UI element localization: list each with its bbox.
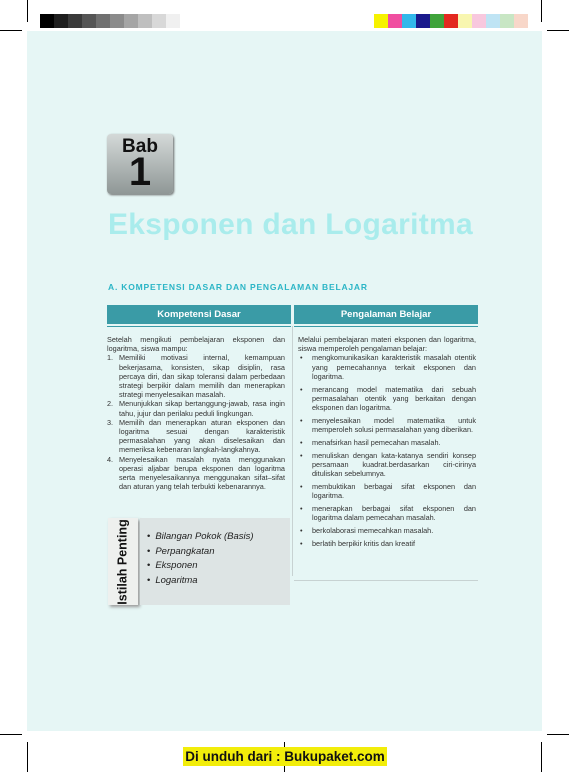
list-item	[298, 385, 476, 413]
bullet-icon: •	[300, 538, 303, 548]
color-swatch-bar	[374, 14, 528, 28]
term-text: Bilangan Pokok (Basis)	[155, 531, 254, 542]
item-text: menuliskan dengan kata-katanya sendiri konsep persamaan kuadrat.berdasarkan ciri-cirinya dituliskan sebelumnya.	[312, 450, 476, 479]
color-swatch	[388, 14, 402, 28]
chapter-title: Eksponen dan Logaritma	[108, 208, 473, 241]
crop-mark	[547, 30, 569, 31]
crop-mark	[541, 0, 542, 22]
color-swatch	[124, 14, 138, 28]
term-text: Eksponen	[155, 560, 198, 571]
crop-mark	[0, 734, 22, 735]
list-item	[298, 416, 476, 434]
bullet-icon: •	[147, 545, 151, 557]
color-swatch	[96, 14, 110, 28]
color-swatch	[402, 14, 416, 28]
item-text: menyelesaikan model matematika untuk memperoleh solusi permasalahan yang diberikan.	[312, 415, 476, 435]
pengalaman-header: Pengalaman Belajar	[294, 305, 478, 324]
color-swatch	[82, 14, 96, 28]
term-text: Perpangkatan	[155, 545, 215, 557]
header-underline	[107, 326, 291, 327]
istilah-penting-label: Istilah Penting	[116, 518, 130, 605]
term-text: Logaritma	[155, 574, 198, 586]
bullet-icon: •	[300, 353, 303, 363]
list-item	[298, 353, 476, 381]
pengalaman-column	[298, 335, 476, 551]
color-swatch	[500, 14, 514, 28]
bullet-icon: •	[300, 525, 303, 535]
list-item	[107, 399, 285, 417]
crop-mark	[27, 0, 28, 22]
color-swatch	[138, 14, 152, 28]
item-text: berkolaborasi memecahkan masalah.	[312, 525, 434, 535]
pengalaman-list	[298, 353, 476, 547]
chapter-number: 1	[128, 150, 152, 194]
item-number: 2.	[107, 399, 114, 409]
item-text: membuktikan berbagai sifat eksponen dan logaritma.	[312, 481, 476, 501]
istilah-list	[147, 530, 254, 588]
color-swatch	[180, 14, 194, 28]
download-source-footer[interactable]: Di unduh dari : Bukupaket.com	[183, 747, 387, 766]
item-text: menafsirkan hasil pemecahan masalah.	[312, 437, 441, 447]
list-item	[147, 545, 254, 560]
list-item	[107, 455, 285, 492]
color-swatch	[110, 14, 124, 28]
bullet-icon: •	[147, 560, 151, 571]
bullet-icon: •	[300, 437, 303, 447]
bullet-icon: •	[147, 531, 151, 542]
list-item	[298, 438, 476, 447]
bullet-icon: •	[300, 384, 303, 394]
list-item	[147, 574, 254, 589]
istilah-penting-tab	[108, 518, 138, 605]
bullet-icon: •	[300, 503, 303, 513]
chapter-badge	[107, 134, 173, 194]
list-item	[147, 530, 254, 545]
list-item	[107, 353, 285, 399]
header-underline	[294, 326, 478, 327]
color-swatch	[166, 14, 180, 28]
item-text: Menyelesaikan masalah nyata menggunakan operasi aljabar berupa eksponen dan logaritma serta menyelesaikannya menggunakan sifat–sifat dan aturan yang telah terbukti kebenarannya.	[119, 454, 285, 492]
item-text: berlatih berpikir kritis dan kreatif	[312, 538, 416, 548]
item-text: menerapkan berbagai sifat eksponen dan logaritma dalam pemecahan masalah.	[312, 503, 476, 523]
color-swatch	[152, 14, 166, 28]
color-swatch	[486, 14, 500, 28]
color-swatch	[472, 14, 486, 28]
list-item	[298, 482, 476, 500]
item-number: 3.	[107, 417, 114, 427]
crop-mark	[0, 30, 22, 31]
crop-mark	[27, 742, 28, 772]
color-swatch	[40, 14, 54, 28]
item-number: 1.	[107, 353, 114, 363]
bullet-icon: •	[300, 481, 303, 491]
item-text: Memilih dan menerapkan aturan eksponen dan logaritma sesuai dengan karakteristik permasalahan yang akan diselesaikan dan memeriksa kebenaran langkah-langkahnya.	[119, 417, 285, 455]
list-item	[147, 559, 254, 574]
bullet-icon: •	[300, 450, 303, 460]
color-swatch	[374, 14, 388, 28]
pengalaman-intro: Melalui pembelajaran materi eksponen dan logaritma, siswa memperoleh pengalaman belajar:	[298, 335, 476, 354]
color-swatch	[68, 14, 82, 28]
item-number: 4.	[107, 454, 114, 464]
kompetensi-intro: Setelah mengikuti pembelajaran eksponen dan logaritma, siswa mampu:	[107, 335, 285, 354]
column-divider	[292, 326, 293, 576]
color-swatch	[430, 14, 444, 28]
column-bottom-rule	[294, 580, 478, 581]
item-text: mengkomunikasikan karakteristik masalah otentik yang pemecahannya terkait eksponen dan logaritma.	[312, 353, 476, 381]
bullet-icon: •	[147, 574, 151, 586]
chapter-label: Bab	[122, 136, 158, 157]
crop-mark	[541, 742, 542, 772]
crop-mark	[547, 734, 569, 735]
item-text: Memiliki motivasi internal, kemampuan bekerjasama, konsisten, sikap disiplin, rasa percaya diri, dan sikap toleransi dalam perbedaan strategi berpikir dalam memilih dan menerapkan strategi menyelesaikan masalah.	[119, 353, 285, 400]
color-swatch	[514, 14, 528, 28]
list-item	[298, 539, 476, 548]
list-item	[298, 504, 476, 522]
color-swatch	[444, 14, 458, 28]
kompetensi-column	[107, 335, 285, 491]
list-item	[298, 451, 476, 479]
color-swatch	[54, 14, 68, 28]
color-swatch	[458, 14, 472, 28]
item-text: Menunjukkan sikap bertanggung-jawab, rasa ingin tahu, jujur dan perilaku peduli lingkungan.	[119, 399, 285, 418]
kompetensi-list	[107, 353, 285, 491]
kompetensi-header: Kompetensi Dasar	[107, 305, 291, 324]
list-item	[107, 418, 285, 455]
color-swatch	[416, 14, 430, 28]
bullet-icon: •	[300, 415, 303, 425]
list-item	[298, 526, 476, 535]
section-heading: A. KOMPETENSI DASAR DAN PENGALAMAN BELAJAR	[108, 282, 368, 292]
gray-swatch-bar	[40, 14, 194, 28]
item-text: merancang model matematika dari sebuah permasalahan otentik yang berkaitan dengan eksponen dan logaritma.	[312, 384, 476, 413]
